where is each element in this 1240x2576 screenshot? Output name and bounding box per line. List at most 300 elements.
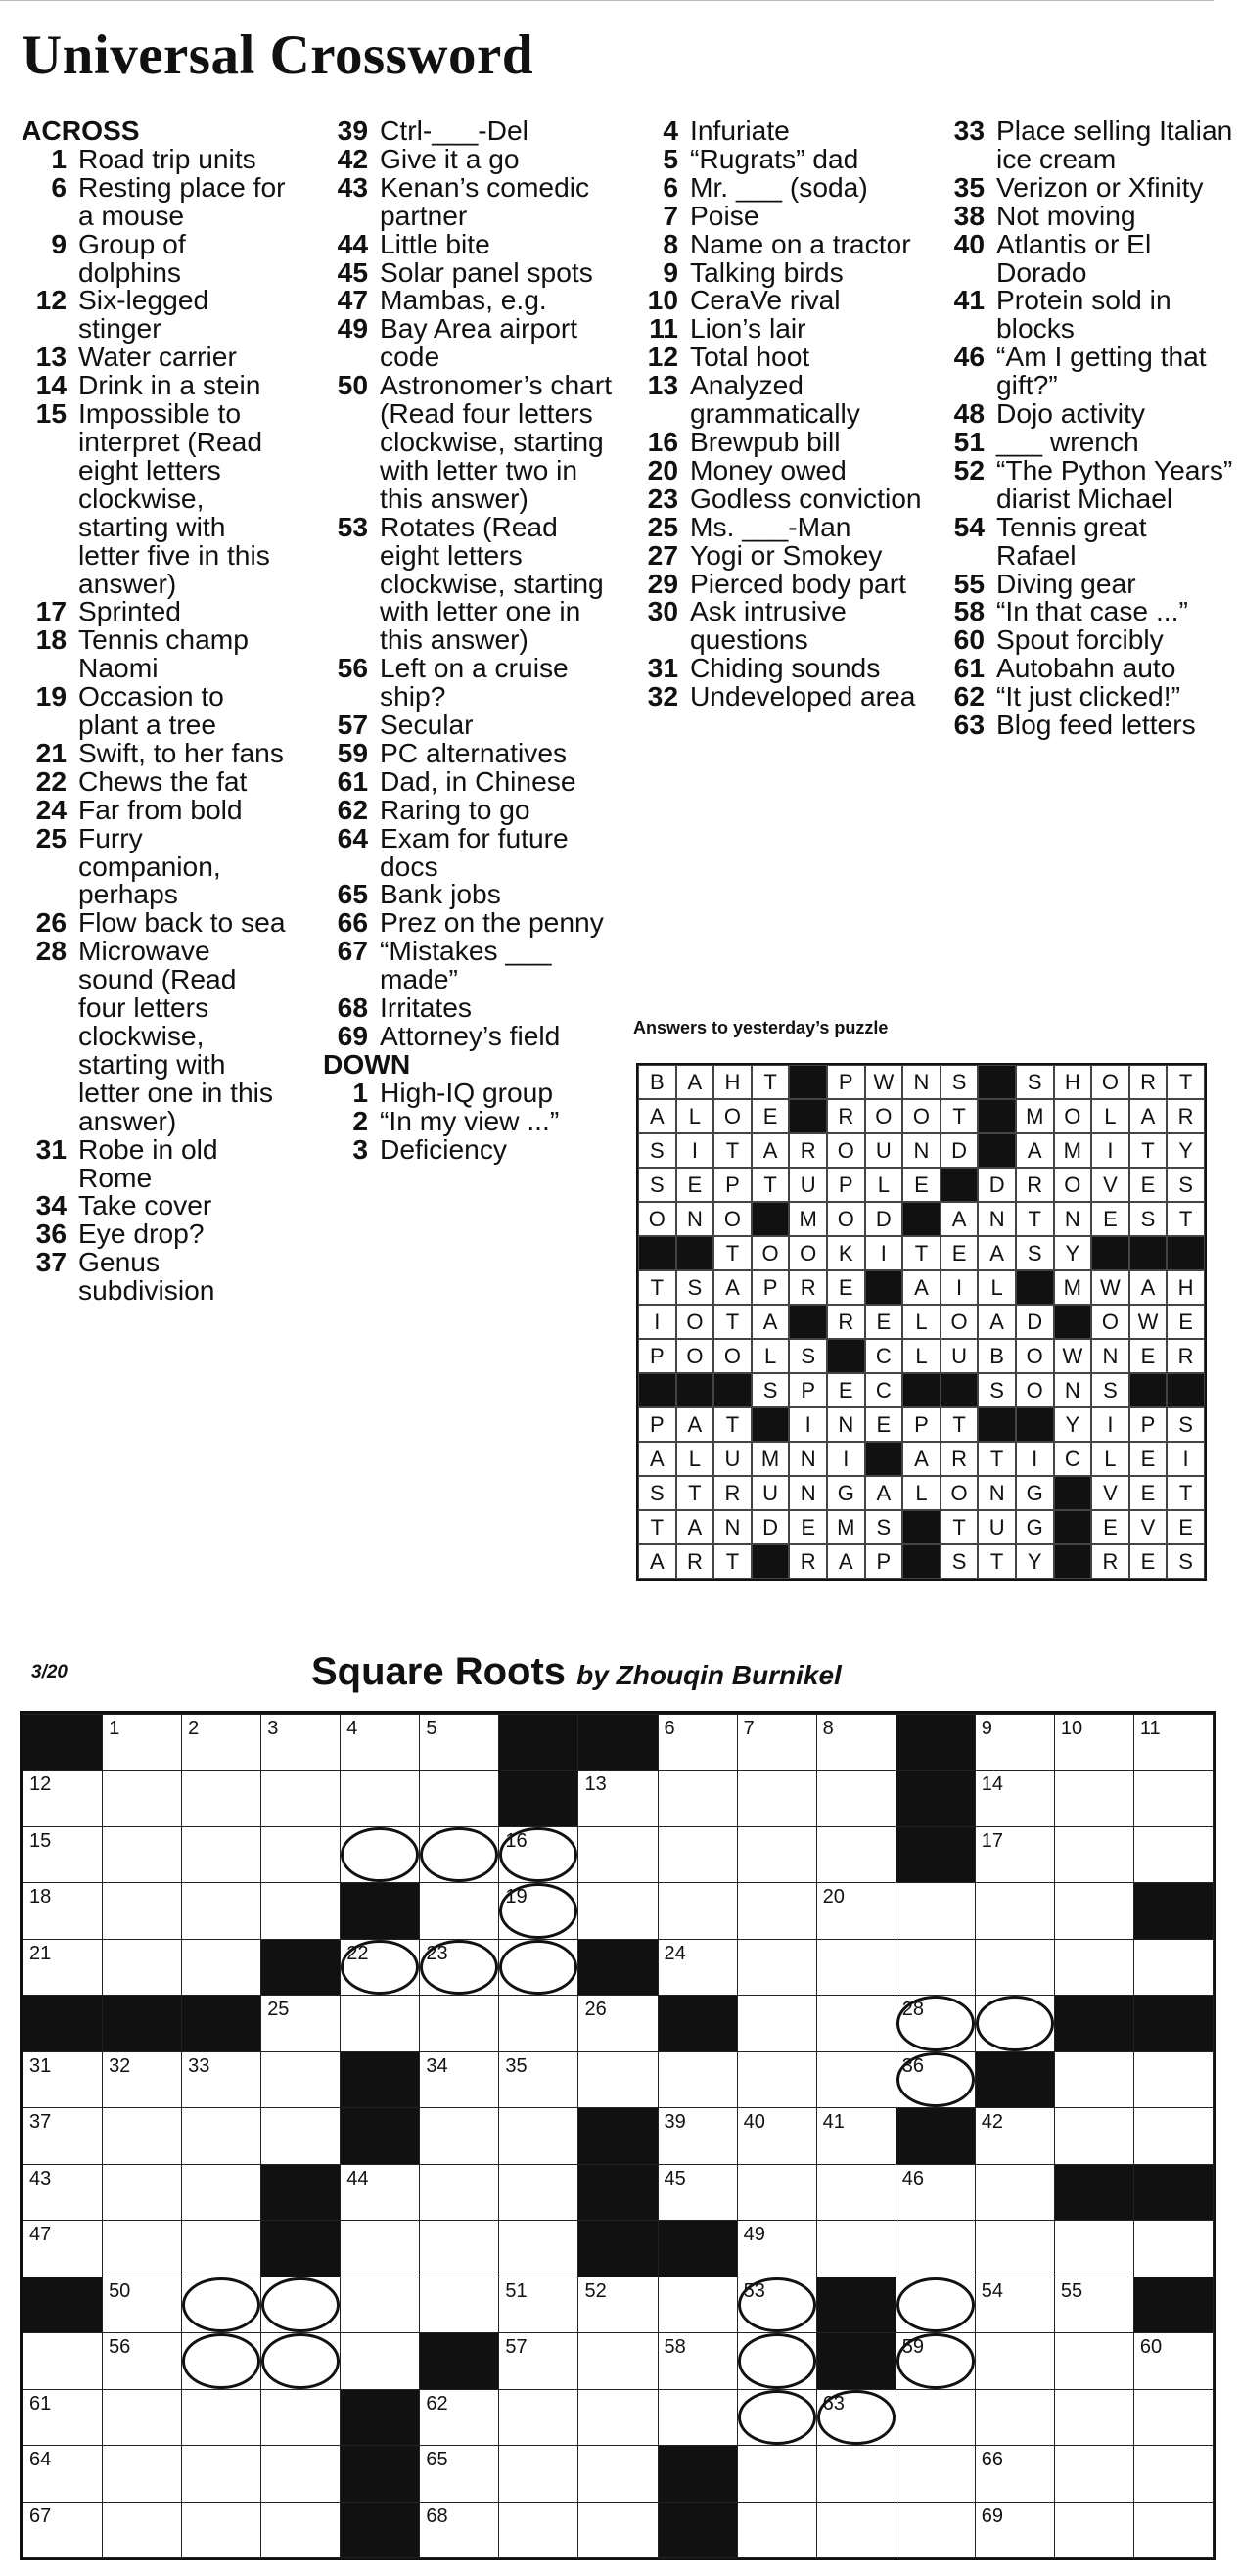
grid-cell[interactable] [896,2332,976,2389]
grid-cell[interactable] [658,2107,738,2164]
grid-cell[interactable] [181,1826,261,1883]
grid-cell[interactable] [102,2445,182,2502]
grid-cell[interactable] [102,1714,182,1771]
clue-text: Blog feed letters [996,709,1196,741]
grid-cell[interactable] [260,1995,341,2051]
clue-item[interactable] [22,1248,286,1305]
grid-cell[interactable] [260,2107,341,2164]
clue-item[interactable] [22,682,286,739]
grid-cell[interactable] [102,1882,182,1939]
clue-item[interactable] [323,142,617,174]
grid-cell[interactable] [23,2389,103,2446]
black-square [1054,2164,1134,2221]
grid-cell[interactable] [577,1770,658,1826]
clue-number: 47 [337,284,368,316]
clue-item[interactable] [323,764,617,797]
answer-cell: E [1091,1202,1129,1236]
clue-item[interactable] [323,993,617,1022]
grid-cell[interactable] [419,1826,499,1883]
grid-cell[interactable] [102,2277,182,2333]
clue-item[interactable] [22,343,286,371]
clue-text: Poise [690,199,759,231]
clue-item[interactable] [323,371,617,513]
clue-item[interactable] [323,314,617,371]
grid-cell[interactable] [816,2502,896,2558]
grid-cell[interactable] [1133,2332,1214,2389]
grid-cell[interactable] [181,1939,261,1996]
clue-item[interactable] [633,343,927,371]
clue-item[interactable] [940,654,1233,682]
clue-item[interactable] [22,793,286,825]
clue-item[interactable] [22,399,286,597]
grid-cell[interactable] [1054,2445,1134,2502]
grid-cell[interactable] [181,1714,261,1771]
grid-cell[interactable] [419,2445,499,2502]
grid-cell[interactable] [260,2389,341,2446]
grid-cell[interactable] [260,1882,341,1939]
clue-item[interactable] [940,567,1233,599]
grid-cell[interactable] [577,2445,658,2502]
grid-cell[interactable] [23,2332,103,2389]
clue-item[interactable] [940,199,1233,231]
grid-cell[interactable] [577,1826,658,1883]
grid-cell[interactable] [816,1939,896,1996]
grid-cell[interactable] [23,2051,103,2108]
grid-cell[interactable] [23,2502,103,2558]
grid-cell[interactable] [498,2107,578,2164]
clue-item[interactable] [633,538,927,571]
grid-cell[interactable] [737,2164,817,2221]
clue-item[interactable] [633,654,927,682]
grid-cell[interactable] [896,2220,976,2277]
grid-cell[interactable] [1133,2445,1214,2502]
answer-cell: T [713,1407,752,1442]
clue-item[interactable] [22,937,286,1134]
grid-cell[interactable] [975,1770,1055,1826]
clue-item[interactable] [22,597,286,625]
grid-cell[interactable] [896,2389,976,2446]
grid-cell[interactable] [658,2277,738,2333]
clue-item[interactable] [940,170,1233,203]
grid-cell[interactable] [975,2445,1055,2502]
clue-item[interactable] [323,880,617,908]
clue-item[interactable] [940,286,1233,343]
clue-number: 55 [953,567,985,599]
black-square [1133,1995,1214,2051]
grid-cell[interactable] [498,2051,578,2108]
clue-number: 27 [647,538,678,571]
grid-cell[interactable] [816,1714,896,1771]
answer-cell: A [978,1236,1016,1270]
crossword-grid[interactable] [20,1711,1216,2560]
clue-item[interactable] [323,1076,617,1108]
grid-cell[interactable] [896,2445,976,2502]
clue-item[interactable] [22,170,286,231]
clue-item[interactable] [940,425,1233,457]
grid-cell[interactable] [737,2389,817,2446]
grid-cell[interactable] [577,1995,658,2051]
grid-cell[interactable] [975,2502,1055,2558]
grid-cell[interactable] [816,2220,896,2277]
grid-cell[interactable] [340,1995,420,2051]
grid-cell[interactable] [23,2220,103,2277]
grid-cell[interactable] [737,1995,817,2051]
clue-item[interactable] [22,764,286,797]
grid-cell[interactable] [1054,2220,1134,2277]
grid-cell[interactable] [816,2445,896,2502]
clue-item[interactable] [22,908,286,937]
clue-item[interactable] [22,227,286,288]
grid-cell[interactable] [1133,2107,1214,2164]
grid-cell[interactable] [102,2332,182,2389]
clue-item[interactable] [323,510,617,656]
grid-cell[interactable] [498,1826,578,1883]
grid-cell[interactable] [1054,2389,1134,2446]
grid-cell[interactable] [419,2164,499,2221]
grid-cell[interactable] [1133,1714,1214,1771]
grid-cell[interactable] [975,2107,1055,2164]
grid-cell[interactable] [577,2389,658,2446]
grid-cell[interactable] [737,2332,817,2389]
grid-cell[interactable] [498,2502,578,2558]
grid-cell[interactable] [816,2389,896,2446]
clue-item[interactable] [633,286,927,314]
clue-item[interactable] [323,227,617,259]
grid-cell[interactable] [1133,1826,1214,1883]
grid-cell[interactable] [419,2389,499,2446]
cell-number: 26 [584,1999,607,2021]
grid-cell[interactable] [1054,1826,1134,1883]
grid-cell[interactable] [658,2164,738,2221]
cell-number: 41 [822,2111,845,2134]
grid-cell[interactable] [1133,2389,1214,2446]
grid-cell[interactable] [1054,1939,1134,1996]
clue-item[interactable] [940,453,1233,514]
grid-cell[interactable] [498,2389,578,2446]
grid-cell[interactable] [340,2332,420,2389]
grid-cell[interactable] [23,1826,103,1883]
grid-cell[interactable] [737,1770,817,1826]
grid-cell[interactable] [181,2051,261,2108]
grid-cell[interactable] [181,2445,261,2502]
grid-cell[interactable] [498,2277,578,2333]
clue-item[interactable] [22,142,286,174]
grid-cell[interactable] [816,2164,896,2221]
clue-text: Exam for future docs [380,821,569,882]
grid-cell[interactable] [975,1826,1055,1883]
clue-item[interactable] [22,736,286,768]
grid-cell[interactable] [419,2107,499,2164]
grid-cell[interactable] [737,1882,817,1939]
grid-cell[interactable] [102,2220,182,2277]
clue-item[interactable] [940,682,1233,711]
clue-item[interactable] [633,227,927,259]
grid-cell[interactable] [181,1770,261,1826]
grid-cell[interactable] [340,2277,420,2333]
clue-item[interactable] [323,170,617,231]
clue-text: Solar panel spots [380,255,593,288]
grid-cell[interactable] [260,2445,341,2502]
grid-cell[interactable] [975,1882,1055,1939]
clue-item[interactable] [323,937,617,993]
clue-item[interactable] [22,1132,286,1193]
grid-cell[interactable] [658,2051,738,2108]
grid-cell[interactable] [260,2051,341,2108]
clue-item[interactable] [633,484,927,513]
grid-cell[interactable] [737,1714,817,1771]
grid-cell[interactable] [975,1939,1055,1996]
grid-cell[interactable] [737,2277,817,2333]
grid-cell[interactable] [1133,1939,1214,1996]
grid-cell[interactable] [1054,2332,1134,2389]
grid-cell[interactable] [1054,2502,1134,2558]
grid-cell[interactable] [896,2051,976,2108]
answer-black-square [978,1099,1016,1133]
grid-cell[interactable] [181,2502,261,2558]
grid-cell[interactable] [737,2107,817,2164]
grid-cell[interactable] [181,2220,261,2277]
answer-cell: A [827,1544,865,1579]
grid-cell[interactable] [816,1995,896,2051]
grid-cell[interactable] [260,2332,341,2389]
grid-cell[interactable] [577,2502,658,2558]
grid-cell[interactable] [340,1939,420,1996]
grid-cell[interactable] [181,2164,261,2221]
grid-cell[interactable] [1133,2220,1214,2277]
grid-cell[interactable] [975,1995,1055,2051]
grid-cell[interactable] [737,1939,817,1996]
grid-cell[interactable] [896,2164,976,2221]
clue-item[interactable] [323,1022,617,1050]
grid-cell[interactable] [260,1826,341,1883]
grid-cell[interactable] [975,2332,1055,2389]
grid-cell[interactable] [816,1826,896,1883]
answer-black-square [752,1544,790,1579]
grid-cell[interactable] [1054,2277,1134,2333]
grid-cell[interactable] [340,1770,420,1826]
grid-cell[interactable] [102,1826,182,1883]
answer-cell: S [1167,1407,1205,1442]
clue-item[interactable] [940,399,1233,428]
clue-item[interactable] [633,371,927,428]
grid-cell[interactable] [658,1939,738,1996]
grid-cell[interactable] [419,2220,499,2277]
grid-cell[interactable] [23,1770,103,1826]
grid-cell[interactable] [102,2107,182,2164]
grid-cell[interactable] [896,1939,976,1996]
grid-cell[interactable] [181,1882,261,1939]
clue-item[interactable] [940,227,1233,288]
grid-cell[interactable] [102,1939,182,1996]
clue-text: Dad, in Chinese [380,764,576,797]
grid-cell[interactable] [419,2051,499,2108]
grid-cell[interactable] [23,2164,103,2221]
answer-cell: S [1129,1202,1168,1236]
clue-item[interactable] [323,821,617,882]
grid-cell[interactable] [102,2389,182,2446]
grid-cell[interactable] [102,2051,182,2108]
clue-item[interactable] [940,510,1233,571]
grid-cell[interactable] [1054,1714,1134,1771]
grid-cell[interactable] [498,2332,578,2389]
grid-cell[interactable] [102,2502,182,2558]
clue-item[interactable] [323,736,617,768]
grid-cell[interactable] [1133,2051,1214,2108]
grid-cell[interactable] [419,1714,499,1771]
grid-cell[interactable] [23,1882,103,1939]
clue-item[interactable] [323,1132,617,1165]
grid-cell[interactable] [896,2502,976,2558]
answer-cell: N [978,1202,1016,1236]
grid-cell[interactable] [181,2107,261,2164]
grid-cell[interactable] [498,2164,578,2221]
cell-number: 49 [743,2224,765,2246]
grid-cell[interactable] [498,1939,578,1996]
grid-cell[interactable] [260,1714,341,1771]
grid-cell[interactable] [737,2445,817,2502]
clue-item[interactable] [940,597,1233,625]
clue-item[interactable] [323,654,617,711]
clue-item[interactable] [323,255,617,288]
grid-cell[interactable] [658,1770,738,1826]
clue-item[interactable] [323,286,617,314]
grid-cell[interactable] [975,2220,1055,2277]
grid-cell[interactable] [340,2220,420,2277]
clue-heading: ACROSS [22,115,140,146]
circle-marker [896,2277,975,2332]
clue-item[interactable] [323,908,617,937]
clue-item[interactable] [633,199,927,231]
clue-number: 56 [337,652,368,684]
grid-cell[interactable] [1133,2502,1214,2558]
grid-cell[interactable] [816,2051,896,2108]
grid-cell[interactable] [260,1770,341,1826]
clue-item[interactable] [633,510,927,542]
clue-number: 4 [663,115,678,146]
grid-cell[interactable] [181,2277,261,2333]
clue-item[interactable] [940,343,1233,399]
clue-item[interactable] [323,711,617,739]
clue-item[interactable] [633,314,927,343]
clue-item[interactable] [22,286,286,343]
cell-number: 15 [29,1829,52,1852]
clue-item[interactable] [633,170,927,203]
answer-black-square [713,1373,752,1407]
grid-cell[interactable] [577,1882,658,1939]
answer-cell: O [638,1202,676,1236]
grid-cell[interactable] [658,2389,738,2446]
clue-number: 24 [35,793,67,825]
grid-cell[interactable] [737,2051,817,2108]
grid-cell[interactable] [1054,1770,1134,1826]
grid-cell[interactable] [102,1770,182,1826]
grid-cell[interactable] [896,2277,976,2333]
answer-black-square [1054,1305,1092,1339]
grid-cell[interactable] [260,2502,341,2558]
clue-item[interactable] [22,1219,286,1248]
clue-item[interactable] [22,625,286,682]
grid-cell[interactable] [419,1770,499,1826]
clue-item[interactable] [633,142,927,174]
grid-cell[interactable] [419,1939,499,1996]
clue-item[interactable] [633,255,927,288]
answer-cell: O [1016,1373,1054,1407]
grid-cell[interactable] [260,2277,341,2333]
grid-cell[interactable] [737,2502,817,2558]
clue-item[interactable] [940,711,1233,739]
grid-cell[interactable] [23,2445,103,2502]
grid-cell[interactable] [340,2164,420,2221]
grid-cell[interactable] [498,2220,578,2277]
clue-item[interactable] [633,116,927,145]
clue-item[interactable] [633,567,927,599]
clue-item[interactable] [940,116,1233,173]
clue-text: Microwave sound (Read four letters clockwise, starting with letter one in this answer) [78,935,273,1136]
clue-item[interactable] [633,453,927,485]
grid-cell[interactable] [1054,2107,1134,2164]
grid-cell[interactable] [23,2107,103,2164]
grid-cell[interactable] [577,2277,658,2333]
grid-cell[interactable] [658,1882,738,1939]
grid-cell[interactable] [1054,1882,1134,1939]
clue-item[interactable] [633,425,927,457]
grid-cell[interactable] [181,2389,261,2446]
grid-cell[interactable] [498,2445,578,2502]
grid-cell[interactable] [975,2389,1055,2446]
clue-item[interactable] [940,625,1233,654]
grid-cell[interactable] [816,2107,896,2164]
grid-cell[interactable] [498,1995,578,2051]
grid-cell[interactable] [737,1826,817,1883]
grid-cell[interactable] [896,1995,976,2051]
grid-cell[interactable] [1133,1770,1214,1826]
grid-cell[interactable] [419,2277,499,2333]
grid-cell[interactable] [658,1826,738,1883]
clue-item[interactable] [323,793,617,825]
grid-cell[interactable] [816,1882,896,1939]
clue-item[interactable] [633,682,927,711]
clue-item[interactable] [323,1104,617,1136]
grid-cell[interactable] [975,2277,1055,2333]
grid-cell[interactable] [340,1826,420,1883]
clue-item[interactable] [633,597,927,654]
grid-cell[interactable] [419,2502,499,2558]
grid-cell[interactable] [102,2164,182,2221]
grid-cell[interactable] [340,1714,420,1771]
grid-cell[interactable] [658,2332,738,2389]
grid-cell[interactable] [975,2164,1055,2221]
grid-cell[interactable] [23,1939,103,1996]
grid-cell[interactable] [896,1882,976,1939]
grid-cell[interactable] [975,1714,1055,1771]
clue-item[interactable] [22,1191,286,1219]
answer-cell: U [865,1133,903,1168]
grid-cell[interactable] [658,1714,738,1771]
grid-cell[interactable] [577,2332,658,2389]
grid-cell[interactable] [419,1995,499,2051]
clue-item[interactable] [22,821,286,910]
clue-number: 39 [337,115,368,146]
grid-cell[interactable] [181,2332,261,2389]
grid-cell[interactable] [419,1882,499,1939]
grid-cell[interactable] [816,1770,896,1826]
clue-item[interactable] [323,116,617,145]
grid-cell[interactable] [1054,2051,1134,2108]
clue-item[interactable] [22,371,286,399]
grid-cell[interactable] [737,2220,817,2277]
grid-cell[interactable] [577,2051,658,2108]
grid-cell[interactable] [498,1882,578,1939]
